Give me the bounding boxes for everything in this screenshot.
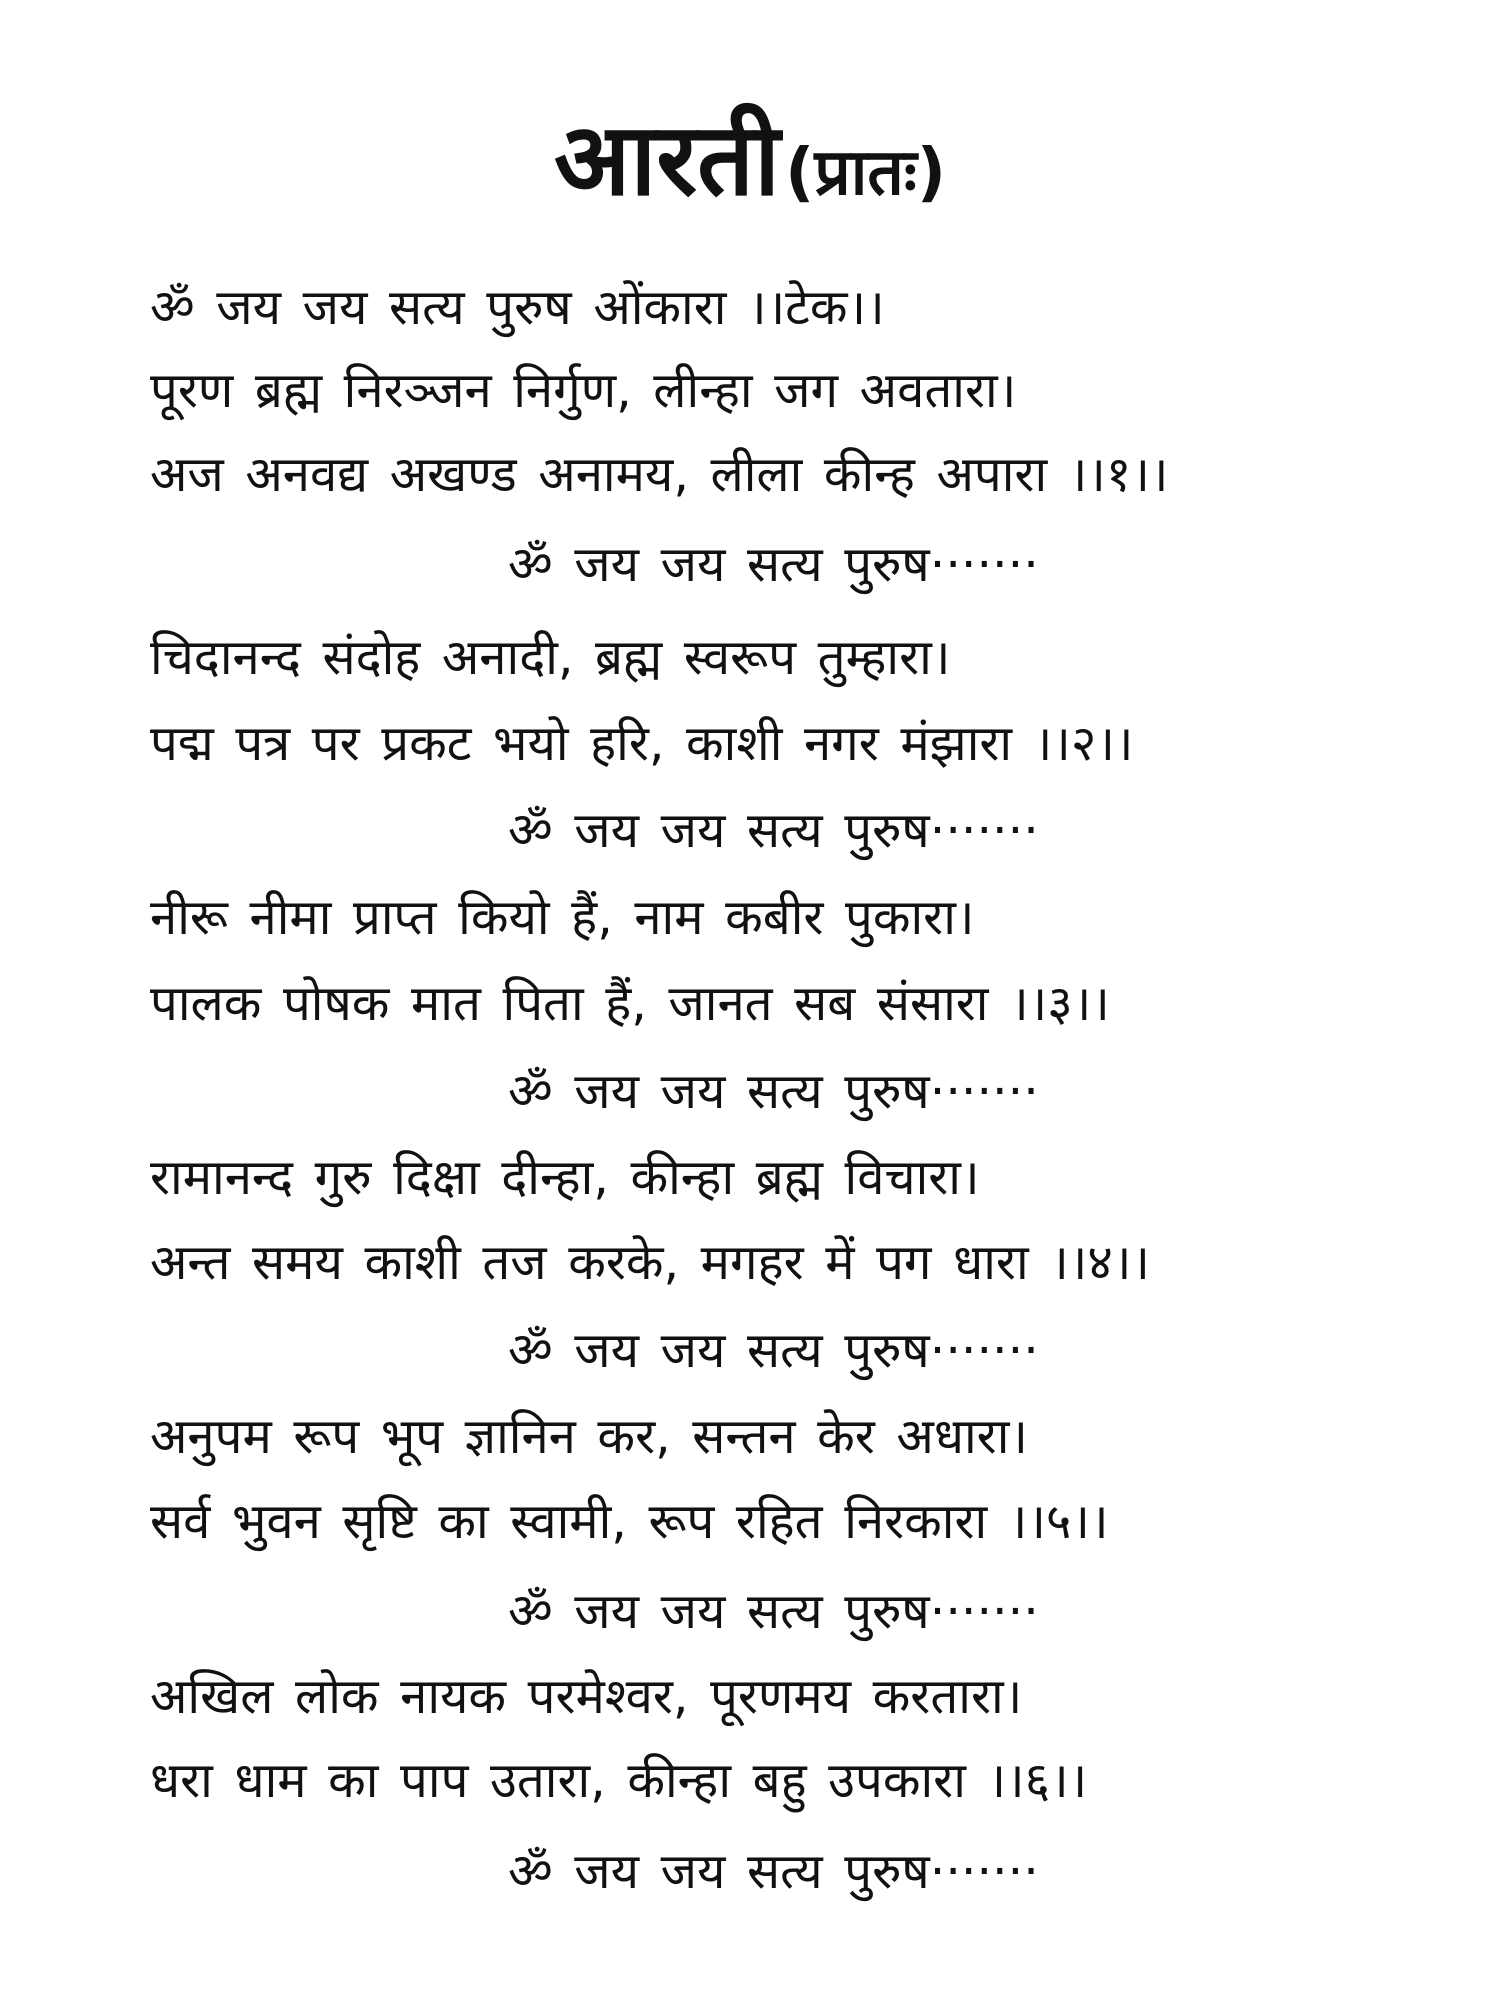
refrain-line: ॐ जय जय सत्य पुरुष·······	[508, 1843, 1039, 1900]
verse-line: चिदानन्द संदोह अनादी, ब्रह्म स्वरूप तुम्हारा।	[150, 629, 951, 686]
verse-line: पूरण ब्रह्म निरञ्जन निर्गुण, लीन्हा जग अवतारा।	[150, 362, 1017, 419]
page-title	[0, 88, 1500, 224]
verse-line: धरा धाम का पाप उतारा, कीन्हा बहु उपकारा ।।६।।	[150, 1752, 1088, 1809]
verse-line: अन्त समय काशी तज करके, मगहर में पग धारा ।।४।।	[150, 1234, 1150, 1291]
verse-line: सर्व भुवन सृष्टि का स्वामी, रूप रहित निरकारा ।।५।।	[150, 1493, 1109, 1550]
verse-line: अनुपम रूप भूप ज्ञानिन कर, सन्तन केर अधारा।	[150, 1408, 1028, 1465]
refrain-line: ॐ जय जय सत्य पुरुष·······	[508, 1063, 1039, 1120]
verse-line: पालक पोषक मात पिता हैं, जानत सब संसारा ।।३।।	[150, 975, 1110, 1032]
refrain-line: ॐ जय जय सत्य पुरुष·······	[508, 1322, 1039, 1379]
refrain-line: ॐ जय जय सत्य पुरुष·······	[508, 536, 1039, 593]
verse-line: अज अनवद्य अखण्ड अनामय, लीला कीन्ह अपारा ।।१।।	[150, 446, 1169, 503]
refrain-line: ॐ जय जय सत्य पुरुष·······	[508, 802, 1039, 859]
verse-line: अखिल लोक नायक परमेश्वर, पूरणमय करतारा।	[150, 1668, 1023, 1725]
verse-line: पद्म पत्र पर प्रकट भयो हरि, काशी नगर मंझारा ।।२।।	[150, 715, 1134, 772]
verse-line: रामानन्द गुरु दिक्षा दीन्हा, कीन्हा ब्रह्म विचारा।	[150, 1149, 980, 1206]
title-subtitle: (प्रातः)	[785, 136, 946, 210]
verse-line: ॐ जय जय सत्य पुरुष ओंकारा ।।टेक।।	[150, 279, 885, 336]
title-main: आरती	[554, 101, 780, 218]
refrain-line: ॐ जय जय सत्य पुरुष·······	[508, 1583, 1039, 1640]
verse-line: नीरू नीमा प्राप्त कियो हैं, नाम कबीर पुकारा।	[150, 889, 975, 946]
